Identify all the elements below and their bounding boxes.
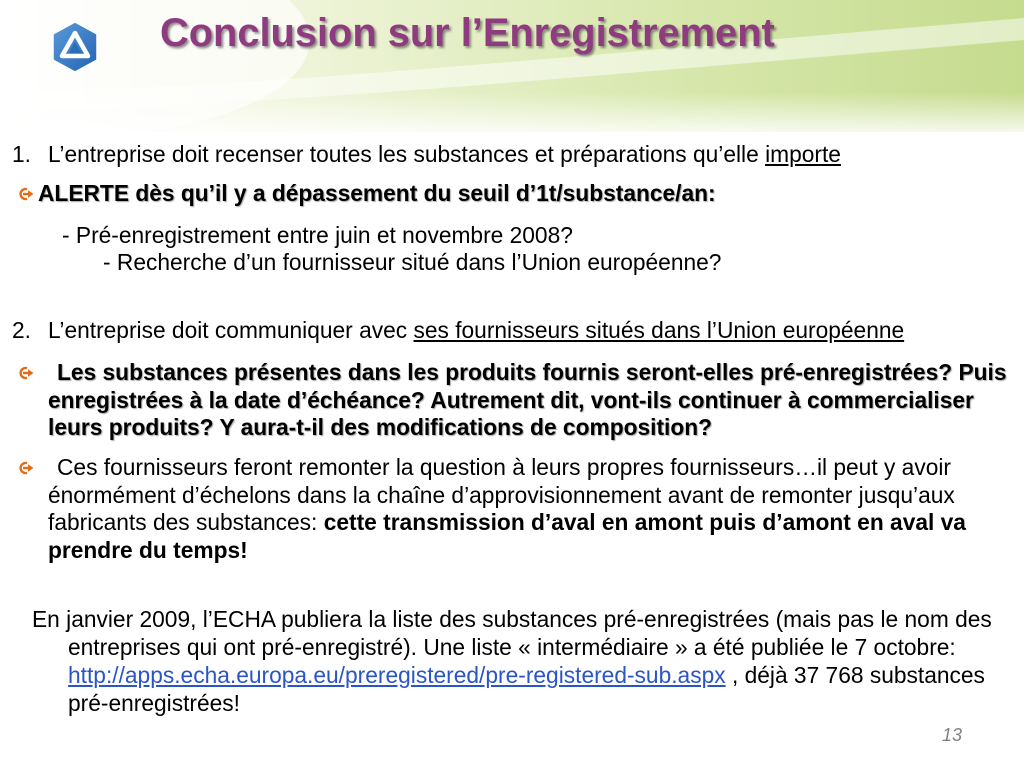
echa-note-line: En janvier 2009, l’ECHA publiera la liste des substances pré-enregistrées (mais pas le nom des [32,606,992,632]
suppliers-bullet-emphasis: cette transmission d’aval en amont puis d’amont en aval va [323,509,966,535]
subpoint-pre-registration: - Pré-enregistrement entre juin et novembre 2008? [62,222,573,248]
suppliers-bullet-line [48,508,966,536]
suppliers-bullet-emphasis: prendre du temps! [48,536,248,563]
pre-registered-substances-link[interactable]: http://apps.echa.europa.eu/preregistered/pre-registered-sub.aspx [68,662,726,688]
arrow-bullet-icon [18,366,34,380]
question-bullet-line: leurs produits? Y aura-t-il des modifications de composition? [48,414,713,440]
item2-number: 2. [12,317,31,343]
question-bullet-line: Les substances présentes dans les produits fournis seront-elles pré-enregistrées? Puis [57,359,1007,385]
arrow-bullet-icon [18,461,34,475]
item1-text-plain: L’entreprise doit recenser toutes les substances et préparations qu’elle [48,141,766,167]
echa-note-line: pré-enregistrées! [68,690,240,716]
echa-note-after-link: , déjà 37 768 substances [725,662,985,688]
item2-text [48,316,904,344]
suppliers-bullet-line: énormément d’échelons dans la chaîne d’approvisionnement avant de remonter jusqu’aux [48,481,955,508]
suppliers-bullet-line: Ces fournisseurs feront remonter la question à leurs propres fournisseurs…il peut y avoir [57,454,951,480]
echa-note-line [68,661,985,689]
echa-note-line: entreprises qui ont pré-enregistré). Une liste « intermédiaire » a été publiée le 7 octobre: [68,634,956,660]
page-number: 13 [941,725,962,745]
item1-text-underlined: importe [765,141,841,167]
item1-number: 1. [12,141,31,167]
hexagon-logo-icon [50,21,100,73]
question-bullet-line: enregistrées à la date d’échéance? Autrement dit, vont-ils continuer à commercialiser [48,386,974,413]
arrow-bullet-icon [18,187,34,201]
subpoint-supplier-search: - Recherche d’un fournisseur situé dans l’Union européenne? [103,249,722,275]
item2-text-plain: L’entreprise doit communiquer avec [48,317,414,343]
suppliers-bullet-plain: fabricants des substances: [48,509,324,535]
alert-text: ALERTE dès qu’il y a dépassement du seuil d’1t/substance/an: [38,180,716,206]
slide-title: Conclusion sur l’Enregistrement [160,11,775,55]
item2-text-underlined: ses fournisseurs situés dans l’Union européenne [413,317,905,343]
item1-text [48,140,841,168]
